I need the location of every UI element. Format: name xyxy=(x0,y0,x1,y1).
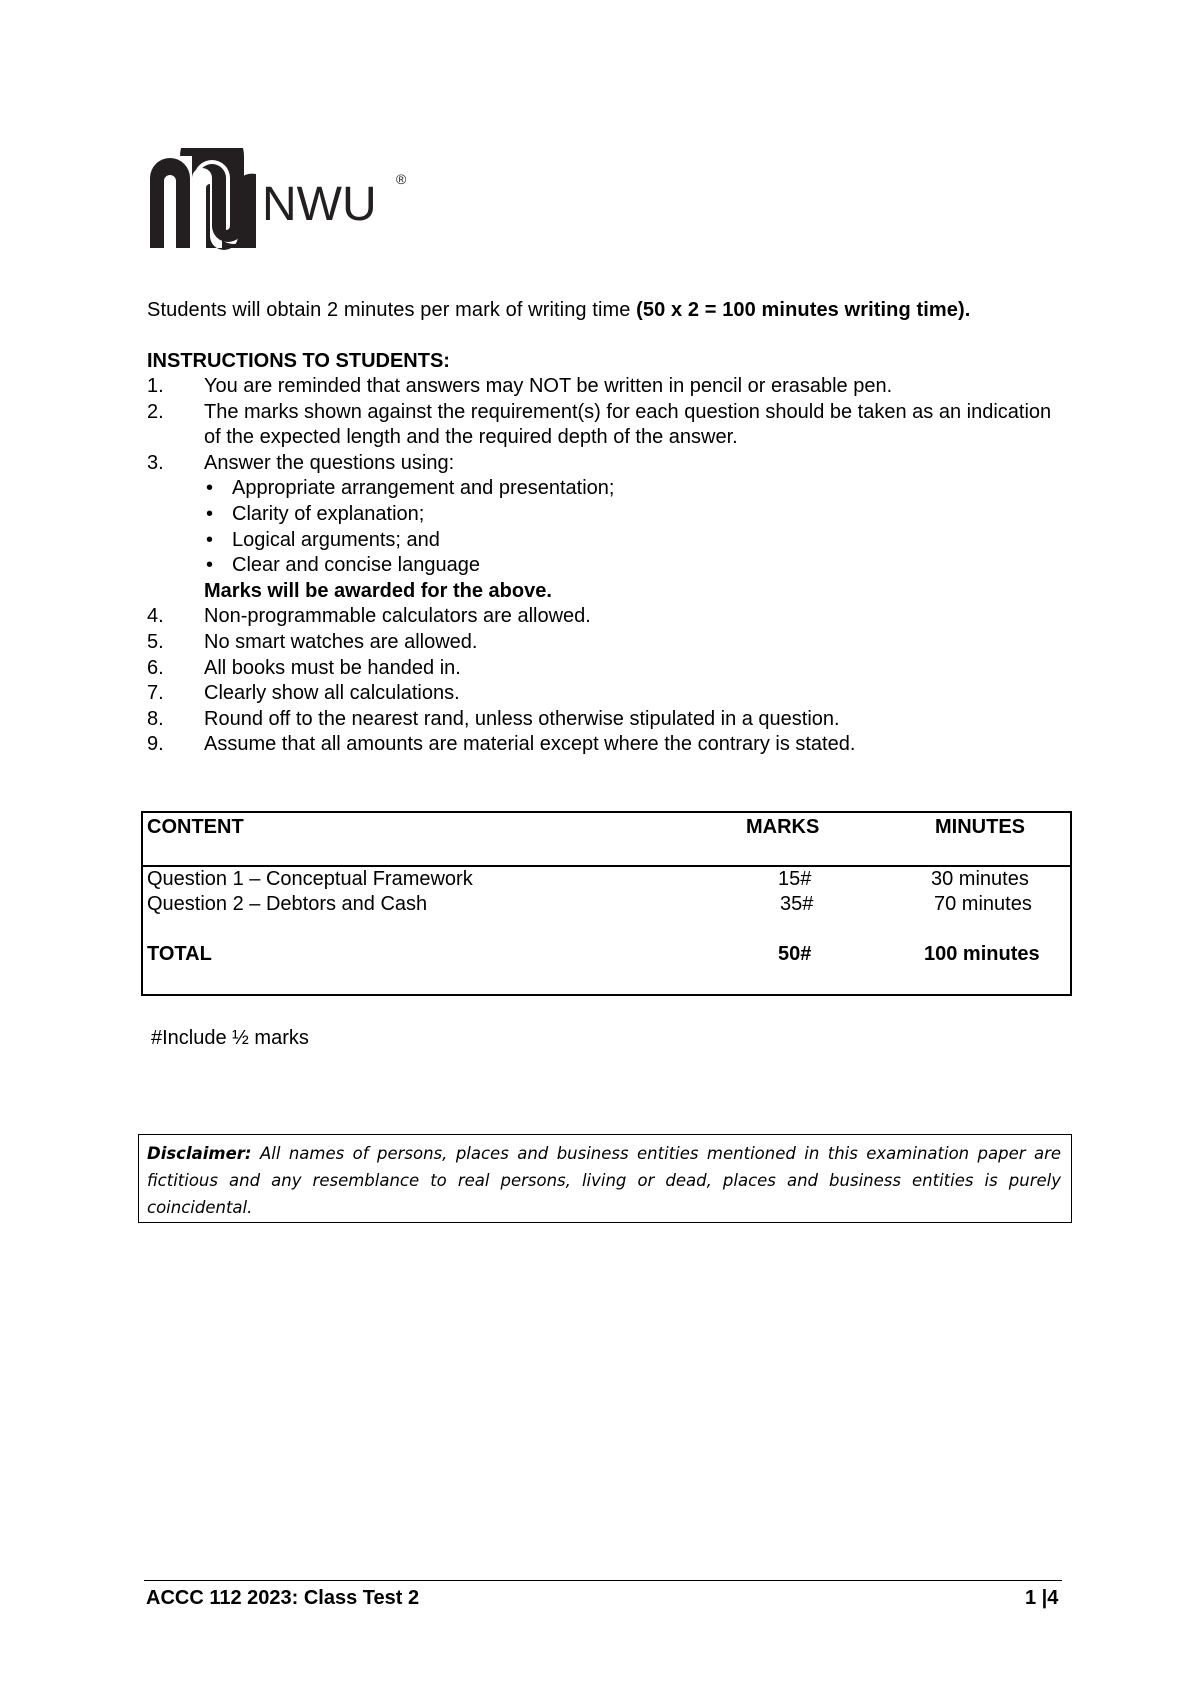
bullet-icon: • xyxy=(206,554,214,577)
marks-awarded-note: Marks will be awarded for the above. xyxy=(204,579,552,602)
instruction-number: 7. xyxy=(147,682,164,705)
criteria-text: Logical arguments; and xyxy=(232,528,440,551)
header-marks: MARKS xyxy=(746,816,820,838)
instruction-number: 4. xyxy=(147,605,164,628)
instruction-number: 2. xyxy=(147,400,164,423)
criteria-text: Clear and concise language xyxy=(232,554,480,577)
criteria-text: Appropriate arrangement and presentation; xyxy=(232,477,615,500)
bullet-icon: • xyxy=(206,502,214,525)
instruction-item xyxy=(147,374,1067,400)
instruction-text: Round off to the nearest rand, unless otherwise stipulated in a question. xyxy=(204,707,840,730)
instruction-number: 3. xyxy=(147,451,164,474)
instruction-item xyxy=(147,707,1067,733)
writing-time-text: Students will obtain 2 minutes per mark of writing time xyxy=(147,299,637,321)
criteria-item xyxy=(204,553,1067,579)
bullet-icon: • xyxy=(206,528,214,551)
instruction-item xyxy=(147,604,1067,630)
disclaimer-text: All names of persons, places and business entities mentioned in this examination paper are fictitious and any resemblance to real persons, living or dead, places and business entities is purely coincidental. xyxy=(147,1144,1062,1217)
instruction-number: 5. xyxy=(147,630,164,653)
writing-time-formula: (50 x 2 = 100 minutes writing time). xyxy=(636,299,971,321)
criteria-text: Clarity of explanation; xyxy=(232,502,425,525)
row-marks: 35# xyxy=(780,893,814,915)
row-marks: 15# xyxy=(778,868,812,890)
content-table xyxy=(141,811,1072,996)
total-marks: 50# xyxy=(778,943,812,965)
instruction-item xyxy=(147,732,1067,758)
footer-page-number: 1 |4 xyxy=(1025,1587,1059,1609)
row-content: Question 1 – Conceptual Framework xyxy=(147,868,473,890)
instruction-text: You are reminded that answers may NOT be written in pencil or erasable pen. xyxy=(204,375,893,397)
instructions-title: INSTRUCTIONS TO STUDENTS: xyxy=(147,350,450,372)
criteria-list xyxy=(204,476,1067,578)
instruction-text: Clearly show all calculations. xyxy=(204,682,460,705)
instruction-text: No smart watches are allowed. xyxy=(204,630,478,653)
criteria-item xyxy=(204,528,1067,554)
row-content: Question 2 – Debtors and Cash xyxy=(147,893,428,915)
footer-divider xyxy=(144,1580,1062,1581)
header-minutes: MINUTES xyxy=(935,816,1025,838)
criteria-item xyxy=(204,476,1067,502)
nwu-logo xyxy=(148,148,428,258)
bullet-icon: • xyxy=(206,477,214,500)
row-minutes: 70 minutes xyxy=(934,893,1032,915)
instruction-text: The marks shown against the requirement(s) for each question should be taken as an indication of the expected length and the required depth of the answer. xyxy=(204,400,1052,449)
row-minutes: 30 minutes xyxy=(931,868,1029,890)
instruction-number: 9. xyxy=(147,733,164,756)
instructions-list xyxy=(147,374,1067,758)
half-marks-footnote: #Include ½ marks xyxy=(151,1027,309,1049)
criteria-item xyxy=(204,502,1067,528)
footer-course-title: ACCC 112 2023: Class Test 2 xyxy=(146,1587,420,1609)
instruction-item xyxy=(147,451,1067,605)
instruction-item xyxy=(147,681,1067,707)
content-table-header xyxy=(143,813,1070,867)
instruction-text: All books must be handed in. xyxy=(204,656,461,679)
total-label: TOTAL xyxy=(147,943,212,965)
logo-text: NWU xyxy=(262,178,377,231)
disclaimer-box xyxy=(138,1134,1072,1223)
instruction-number: 6. xyxy=(147,656,164,679)
nwu-logo-icon xyxy=(148,148,428,258)
header-content: CONTENT xyxy=(147,816,244,838)
writing-time-note xyxy=(147,299,970,322)
instruction-item xyxy=(147,400,1067,451)
total-minutes: 100 minutes xyxy=(924,943,1040,965)
instruction-item xyxy=(147,630,1067,656)
instruction-text: Non-programmable calculators are allowed. xyxy=(204,605,591,628)
instruction-text: Assume that all amounts are material except where the contrary is stated. xyxy=(204,733,856,756)
instruction-item xyxy=(147,656,1067,682)
instruction-number: 8. xyxy=(147,707,164,730)
instruction-number: 1. xyxy=(147,375,164,397)
disclaimer-label: Disclaimer: xyxy=(147,1144,252,1163)
instruction-text: Answer the questions using: xyxy=(204,451,455,474)
registered-mark: ® xyxy=(396,171,407,187)
